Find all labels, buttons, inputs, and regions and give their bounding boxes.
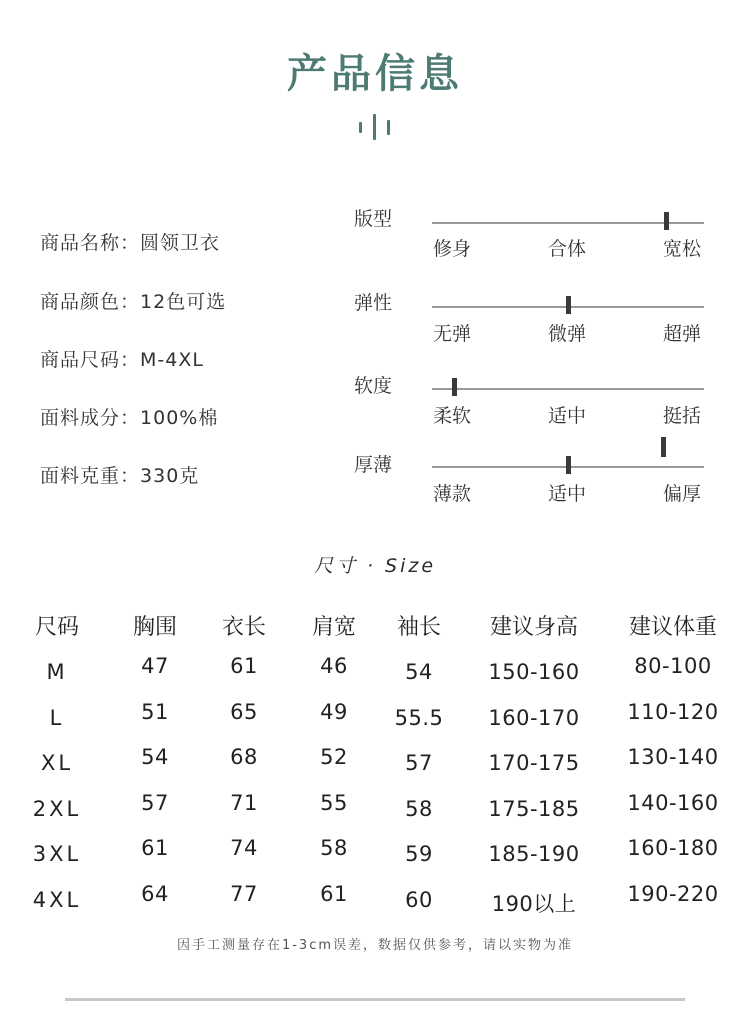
scale-marker — [452, 378, 457, 396]
scale-option: 超弹 — [662, 323, 701, 345]
table-cell: 4XL — [32, 888, 82, 912]
table-cell: 49 — [320, 700, 348, 724]
scale-option: 适中 — [547, 483, 586, 505]
table-header-cell: 建议体重 — [628, 615, 717, 640]
scale-option: 修身 — [432, 238, 471, 260]
scale-option: 偏厚 — [662, 483, 701, 505]
table-cell: 61 — [320, 882, 348, 906]
info-row-size: 商品尺码：M-4XL — [40, 349, 204, 371]
table-cell: 55.5 — [394, 706, 444, 730]
table-cell: L — [49, 706, 65, 730]
table-header-cell: 胸围 — [132, 615, 177, 640]
scale-label-fit: 版型 — [354, 208, 393, 230]
bottom-divider — [65, 998, 685, 1001]
table-cell: 64 — [141, 882, 169, 906]
table-cell: 52 — [320, 745, 348, 769]
scale-option: 适中 — [547, 405, 586, 427]
table-cell: 2XL — [32, 797, 82, 821]
table-cell: 61 — [230, 654, 258, 678]
scale-tick-mark — [661, 437, 666, 457]
table-cell: XL — [40, 751, 74, 775]
table-cell: 160-180 — [627, 836, 719, 860]
table-cell: 185-190 — [488, 842, 580, 866]
scale-option: 柔软 — [432, 405, 471, 427]
table-header-cell: 袖长 — [396, 615, 441, 640]
measurement-footnote: 因手工测量存在1-3cm误差，数据仅供参考，请以实物为准 — [176, 938, 574, 953]
scale-option: 合体 — [547, 238, 586, 260]
info-label: 商品尺码 — [40, 349, 121, 371]
table-cell: 77 — [230, 882, 258, 906]
table-cell: 150-160 — [488, 660, 580, 684]
table-cell: 65 — [230, 700, 258, 724]
table-cell: 57 — [141, 791, 169, 815]
table-header-cell: 衣长 — [221, 615, 266, 640]
table-header-cell: 尺码 — [34, 615, 79, 640]
page-title: 产品信息 — [287, 51, 463, 97]
table-cell: 57 — [405, 751, 433, 775]
table-cell: 160-170 — [488, 706, 580, 730]
table-header-cell: 肩宽 — [311, 615, 356, 640]
info-label: 商品颜色 — [40, 291, 121, 313]
table-cell: 58 — [320, 836, 348, 860]
scale-label-thickness: 厚薄 — [354, 454, 393, 476]
info-value: 圆领卫衣 — [140, 232, 221, 254]
info-label: 面料成分 — [40, 407, 121, 429]
scale-option: 宽松 — [662, 238, 701, 260]
info-label: 商品名称 — [40, 232, 121, 254]
scale-marker — [566, 296, 571, 314]
table-cell: 58 — [405, 797, 433, 821]
scale-marker — [566, 456, 571, 474]
info-row-fabric: 面料成分：100%棉 — [40, 407, 219, 429]
table-cell: 3XL — [32, 842, 82, 866]
table-cell: 60 — [405, 888, 433, 912]
info-value: M-4XL — [140, 349, 204, 371]
table-cell: 61 — [141, 836, 169, 860]
scale-track — [432, 388, 704, 390]
table-cell: 110-120 — [627, 700, 719, 724]
info-label: 面料克重 — [40, 465, 121, 487]
table-cell: 47 — [141, 654, 169, 678]
scale-option: 无弹 — [432, 323, 471, 345]
scale-label-elasticity: 弹性 — [354, 292, 393, 314]
scale-option: 微弹 — [547, 323, 586, 345]
table-cell: 170-175 — [488, 751, 580, 775]
table-cell: 51 — [141, 700, 169, 724]
table-cell: 74 — [230, 836, 258, 860]
table-cell: 54 — [405, 660, 433, 684]
table-cell: 46 — [320, 654, 348, 678]
table-header-cell: 建议身高 — [489, 615, 578, 640]
table-cell: M — [46, 660, 68, 684]
table-cell: 190以上 — [491, 892, 577, 916]
scale-marker — [664, 212, 669, 230]
table-cell: 54 — [141, 745, 169, 769]
divider-bar — [373, 114, 376, 140]
table-cell: 80-100 — [634, 654, 712, 678]
table-cell: 130-140 — [627, 745, 719, 769]
table-cell: 140-160 — [627, 791, 719, 815]
table-cell: 71 — [230, 791, 258, 815]
table-cell: 59 — [405, 842, 433, 866]
scale-option: 薄款 — [432, 483, 471, 505]
scale-label-softness: 软度 — [354, 375, 393, 397]
title-divider-decoration — [357, 114, 393, 144]
info-row-name: 商品名称：圆领卫衣 — [40, 232, 221, 254]
table-cell: 190-220 — [627, 882, 719, 906]
table-cell: 55 — [320, 791, 348, 815]
info-row-color: 商品颜色：12色可选 — [40, 291, 227, 313]
table-cell: 68 — [230, 745, 258, 769]
info-value: 12色可选 — [140, 291, 227, 313]
divider-bar — [387, 120, 390, 135]
divider-bar — [359, 122, 362, 133]
scale-option: 挺括 — [662, 405, 701, 427]
info-row-weight: 面料克重：330克 — [40, 465, 200, 487]
info-value: 100%棉 — [140, 407, 219, 429]
size-section-heading: 尺寸 · Size — [313, 555, 437, 577]
info-value: 330克 — [140, 465, 200, 487]
table-cell: 175-185 — [488, 797, 580, 821]
